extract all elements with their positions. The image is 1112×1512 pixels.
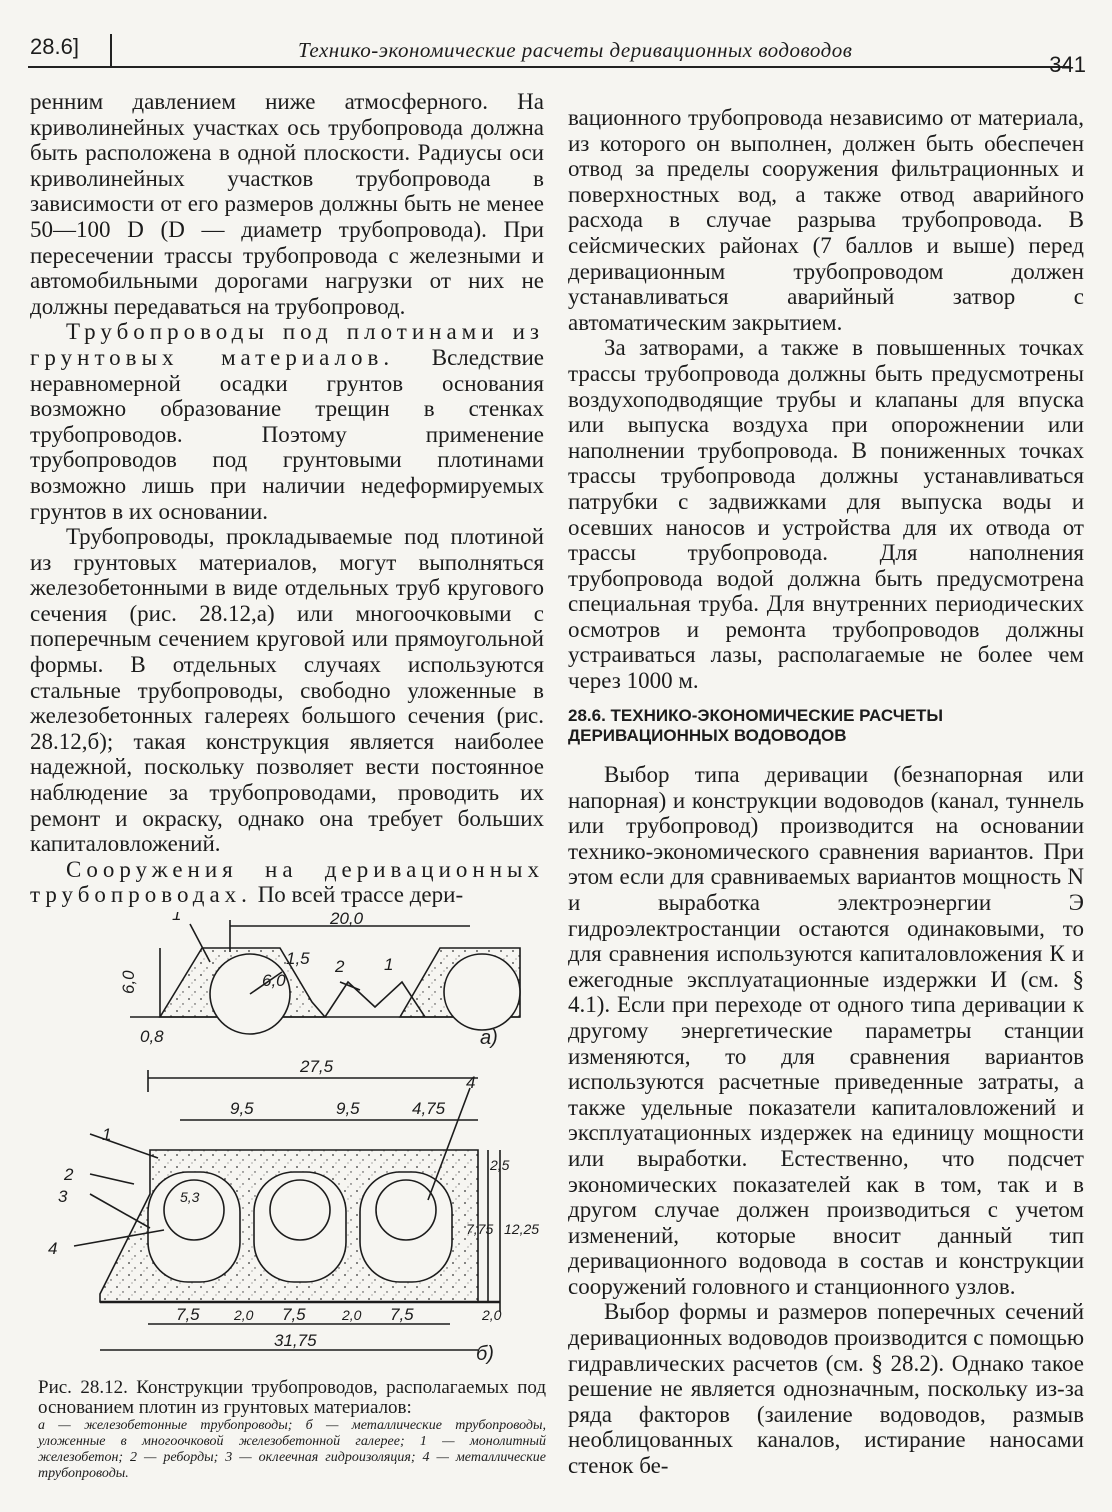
dim-label: 6,0 xyxy=(262,971,286,990)
figure-28-12 xyxy=(30,912,550,1372)
spaced-subheading: Сооружения на деривационных трубопроводах. xyxy=(30,856,544,908)
dim-label: 6,0 xyxy=(119,970,138,994)
dim-label: 2,5 xyxy=(490,1157,510,1173)
leader-1 xyxy=(90,1134,158,1158)
paragraph: ренним давлением ниже атмосферного. На криволинейных участках ось трубопровода должна быть расположена в одной плоскости. Радиусы оси криволинейных участков трубопровода в зависимости от его размеров должны быть не менее 50—100 D (D — диаметр трубопровода). При пересечении трассы трубопровода с железными и автомобильными дорогами нагрузки от них не должны передаваться на трубопровод. xyxy=(30,89,544,319)
callout-number: 4 xyxy=(48,1239,58,1258)
dim-label: 9,5 xyxy=(336,1099,360,1118)
gallery-cell-2 xyxy=(254,1172,346,1282)
leader-2 xyxy=(90,1174,134,1184)
drawing-a xyxy=(130,920,520,1034)
dim-label: 20,0 xyxy=(330,912,364,928)
dim-label: 4,75 xyxy=(412,1099,446,1118)
dim-label: 1,5 xyxy=(286,949,310,968)
paragraph: Трубопроводы, прокладываемые под плотиной из грунтовых материалов, могут выполняться железобетонными в виде отдельных труб кругового сечения (рис. 28.12,а) или многоочковыми с поперечным сечением круговой или прямоугольной формы. В отдельных случаях используются стальные трубопроводы, свободно уложенные в железобетонных галереях большого сечения (рис. 28.12,б); такая конструкция является наиболее надежной, поскольку позволяет вести постоянное наблюдение за трубопроводами, проводить их ремонт и окраску, однако она требует больших капиталовложений. xyxy=(30,524,544,857)
running-header xyxy=(28,30,1088,77)
subfigure-label: а) xyxy=(480,1027,498,1049)
callout-number: 1 xyxy=(172,912,182,924)
dim-label: 7,75 xyxy=(466,1221,494,1237)
page-number: 341 xyxy=(1049,52,1086,77)
dim-label: 27,5 xyxy=(300,1057,334,1076)
figure-caption: Рис. 28.12. Конструкции трубопроводов, располагаемых под основанием плотин из грунтовых материалов: xyxy=(38,1377,546,1418)
paragraph: За затворами, а также в повышенных точках трассы трубопровода должны быть предусмотрены воздухоподводящие трубы и клапаны для впуска или выпуска воздуха при опорожнении или наполнении трубопровода. В пониженных точках трассы трубопровода должны устанавливаться патрубки с задвижками для выпуска воды и осевших наносов и устройства для их отвода от трассы трубопровода. Для наполнения трубопровода водой должна быть предусмотрена специальная труба. Для внутренних периодических осмотров и ремонта трубопроводов должны устраиваться лазы, располагаемые не более чем через 1000 м. xyxy=(568,335,1084,694)
paragraph xyxy=(30,857,544,908)
header-rule xyxy=(28,66,1070,68)
dim-label: 7,5 xyxy=(390,1305,414,1324)
pipeline-drawing xyxy=(30,912,550,1372)
callout-number: 1 xyxy=(384,955,394,974)
paragraph xyxy=(30,319,544,524)
callout-number: 3 xyxy=(58,1187,68,1206)
right-column xyxy=(568,105,1084,694)
paragraph: вационного трубопровода независимо от материала, из которого он выполнен, должен быть обеспечен отвод за пределы сооружения фильтрационных и поверхностных вод, а также отвод аварийного расхода в случае разрыва трубопровода. В сейсмических районах (7 баллов и выше) перед деривационным трубопроводом должен устанавливаться аварийный затвор с автоматическим закрытием. xyxy=(568,105,1084,335)
callout-number: 1 xyxy=(102,1125,112,1144)
dim-label: 5,3 xyxy=(180,1189,200,1205)
header-divider xyxy=(110,34,112,66)
dim-label: 7,5 xyxy=(282,1305,306,1324)
right-column-lower xyxy=(568,762,1084,1479)
gallery-cell-3 xyxy=(360,1172,452,1282)
paragraph-text: Вследствие неравномерной осадки грунтов основания возможно образование трещин в стенках трубопроводов. Поэтому применение трубопроводов под грунтовыми плотинами возможно лишь при наличии недеформируемых грунтов в их основании. xyxy=(30,344,545,524)
header-section: 28.6] xyxy=(30,34,79,59)
dim-label: 12,25 xyxy=(504,1221,540,1237)
callout-number: 2 xyxy=(335,957,345,976)
dim-label: 31,75 xyxy=(274,1331,317,1350)
paragraph: Выбор формы и размеров поперечных сечений деривационных водоводов производится с помощью гидравлических расчетов (см. § 28.2). Однако такое решение не является однозначным, поскольку из-за ряда факторов (заиление водоводов, размыв необлицованных каналов, истирание наносами стенок бе- xyxy=(568,1299,1084,1479)
pipe-a2-bore xyxy=(444,954,520,1030)
dim-label: 2,0 xyxy=(234,1307,254,1323)
subfigure-label: б) xyxy=(476,1343,494,1365)
callout-number: 2 xyxy=(64,1165,74,1184)
dim-label: 9,5 xyxy=(230,1099,254,1118)
dim-label: 2,0 xyxy=(482,1307,502,1323)
figure-legend: а — железобетонные трубопроводы; б — металлические трубопроводы, уложенные в многоочковой железобетонной галерее; 1 — монолитный железобетон; 2 — реборды; 3 — оклеечная гидроизоляция; 4 — металлические трубопроводы. xyxy=(38,1418,546,1481)
paragraph: Выбор типа деривации (безнапорная или напорная) и конструкции водоводов (канал, туннель или трубопровод) производится на основании технико-экономического сравнения вариантов. При этом если для сравниваемых вариантов мощность N и выработка электроэнергии Э гидроэлектростанции остаются одинаковыми, то для сравнения используются капиталовложения К и ежегодные эксплуатационные издержки И (см. § 4.1). Если при переходе от одного типа деривации к другому энергетические параметры станции изменяются, то для сравнения вариантов используются расчетные приведенные затраты, а также удельные показатели капиталовложений и эксплуатационных издержек на единицу мощности или выработки. Естественно, что подсчет экономических показателей как в том, так и в другом случае должен производиться с учетом изменений, которые вносит данный тип деривационного водовода в состав и конструкции сооружений головного и станционного узлов. xyxy=(568,762,1084,1299)
left-column xyxy=(30,89,544,908)
spaced-subheading: Трубопроводы под плотинами из грунтовых материалов. xyxy=(30,319,544,370)
dim-label: 0,8 xyxy=(140,1027,164,1046)
dim-label: 7,5 xyxy=(176,1305,200,1324)
dim-label: 2,0 xyxy=(342,1307,362,1323)
section-heading: 28.6. ТЕХНИКО-ЭКОНОМИЧЕСКИЕ РАСЧЕТЫ ДЕРИВАЦИОННЫХ ВОДОВОДОВ xyxy=(568,706,944,745)
paragraph-text: По всей трассе дери- xyxy=(257,882,464,908)
header-title: Технико-экономические расчеты деривационных водоводов xyxy=(298,38,853,62)
callout-number: 4 xyxy=(466,1073,476,1092)
